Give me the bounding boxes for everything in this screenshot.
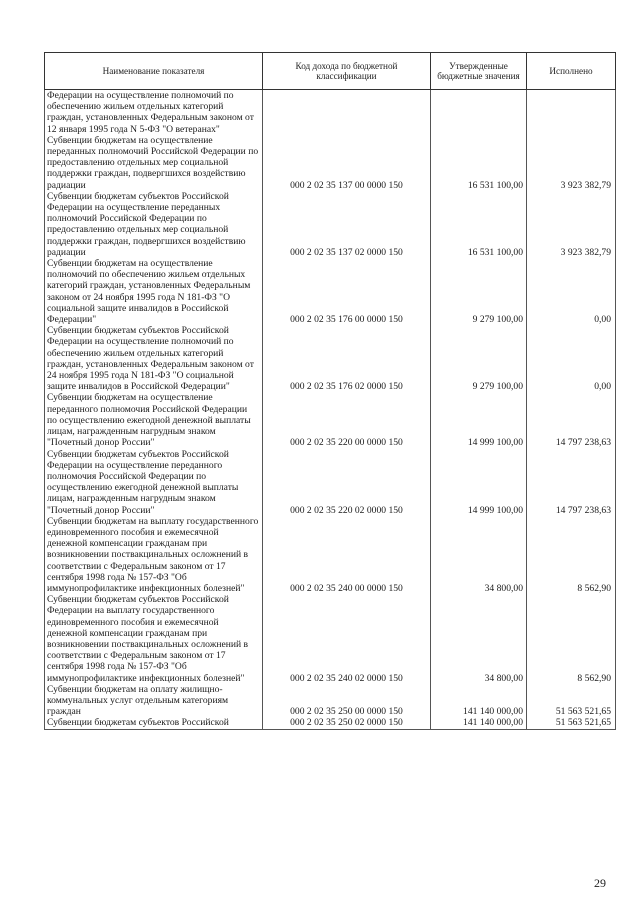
- table-row: [45, 90, 616, 135]
- row-approved-value: 9 279 100,00: [431, 258, 527, 325]
- row-income-code: 000 2 02 35 176 02 0000 150: [263, 325, 431, 392]
- row-income-code: 000 2 02 35 250 02 0000 150: [263, 717, 431, 729]
- table-row: [45, 258, 616, 325]
- row-executed-value: 51 563 521,65: [527, 717, 616, 729]
- table-row: [45, 135, 616, 191]
- header-indicator-name: Наименование показателя: [45, 53, 263, 90]
- table-header-row: [45, 53, 616, 90]
- row-executed-value: 14 797 238,63: [527, 449, 616, 516]
- table-row: [45, 684, 616, 718]
- row-approved-value: 141 140 000,00: [431, 684, 527, 718]
- row-indicator-name: Субвенции бюджетам субъектов Российской Федерации на осуществление переданного полномочия Российской Федерации по осуществлению ежегодной денежной выплаты лицам, награжденным нагрудным знаком "Почетный донор России": [45, 449, 263, 516]
- row-indicator-name: Субвенции бюджетам на оплату жилищно-коммунальных услуг отдельным категориям граждан: [45, 684, 263, 718]
- row-approved-value: 14 999 100,00: [431, 449, 527, 516]
- table-row: [45, 191, 616, 258]
- row-income-code: 000 2 02 35 137 02 0000 150: [263, 191, 431, 258]
- row-executed-value: 8 562,90: [527, 516, 616, 594]
- row-income-code: 000 2 02 35 240 00 0000 150: [263, 516, 431, 594]
- header-executed: Исполнено: [527, 53, 616, 90]
- row-income-code: 000 2 02 35 220 00 0000 150: [263, 392, 431, 448]
- row-indicator-name: Субвенции бюджетам субъектов Российской Федерации на осуществление полномочий по обеспечению жильем отдельных категорий граждан, установленных Федеральным законом от 24 ноября 1995 года N 181-ФЗ "О социальной защите инвалидов в Российской Федерации": [45, 325, 263, 392]
- row-indicator-name: Субвенции бюджетам субъектов Российской: [45, 717, 263, 729]
- table-row: [45, 449, 616, 516]
- row-income-code: 000 2 02 35 220 02 0000 150: [263, 449, 431, 516]
- row-approved-value: 16 531 100,00: [431, 135, 527, 191]
- row-income-code: 000 2 02 35 250 00 0000 150: [263, 684, 431, 718]
- row-indicator-name: Субвенции бюджетам на осуществление полномочий по обеспечению жильем отдельных категорий граждан, установленных Федеральным законом от 24 ноября 1995 года N 181-ФЗ "О социальной защите инвалидов в Российской Федерации": [45, 258, 263, 325]
- row-executed-value: 3 923 382,79: [527, 191, 616, 258]
- row-income-code: 000 2 02 35 240 02 0000 150: [263, 594, 431, 684]
- table-row: [45, 717, 616, 729]
- header-approved-values: Утвержденные бюджетные значения: [431, 53, 527, 90]
- page-number: 29: [594, 876, 606, 890]
- row-income-code: 000 2 02 35 137 00 0000 150: [263, 135, 431, 191]
- row-approved-value: 34 800,00: [431, 594, 527, 684]
- row-indicator-name: Субвенции бюджетам субъектов Российской Федерации на осуществление переданных полномочий Российской Федерации по предоставлению отдельных мер социальной поддержки граждан, подвергшихся воздействию радиации: [45, 191, 263, 258]
- table-row: [45, 594, 616, 684]
- row-indicator-name: Субвенции бюджетам на выплату государственного единовременного пособия и ежемесячной денежной компенсации гражданам при возникновении поствакцинальных осложнений в соответствии с Федеральным законом от 17 сентября 1998 года № 157-ФЗ "Об иммунопрофилактике инфекционных болезней": [45, 516, 263, 594]
- row-executed-value: 51 563 521,65: [527, 684, 616, 718]
- row-executed-value: 3 923 382,79: [527, 135, 616, 191]
- row-approved-value: 141 140 000,00: [431, 717, 527, 729]
- row-executed-value: [527, 90, 616, 135]
- row-income-code: [263, 90, 431, 135]
- table-row: [45, 325, 616, 392]
- row-approved-value: 16 531 100,00: [431, 191, 527, 258]
- row-indicator-name: Субвенции бюджетам на осуществление переданных полномочий Российской Федерации по предоставлению отдельных мер социальной поддержки граждан, подвергшихся воздействию радиации: [45, 135, 263, 191]
- row-income-code: 000 2 02 35 176 00 0000 150: [263, 258, 431, 325]
- row-indicator-name: Субвенции бюджетам субъектов Российской Федерации на выплату государственного единовременного пособия и ежемесячной денежной компенсации гражданам при возникновении поствакцинальных осложнений в соответствии с Федеральным законом от 17 сентября 1998 года № 157-ФЗ "Об иммунопрофилактике инфекционных болезней": [45, 594, 263, 684]
- row-approved-value: 9 279 100,00: [431, 325, 527, 392]
- row-approved-value: 14 999 100,00: [431, 392, 527, 448]
- row-executed-value: 0,00: [527, 258, 616, 325]
- header-income-code: Код дохода по бюджетной классификации: [263, 53, 431, 90]
- row-executed-value: 0,00: [527, 325, 616, 392]
- row-indicator-name: Федерации на осуществление полномочий по обеспечению жильем отдельных категорий граждан, установленных Федеральным законом от 12 января 1995 года N 5-ФЗ "О ветеранах": [45, 90, 263, 135]
- table-row: [45, 392, 616, 448]
- row-indicator-name: Субвенции бюджетам на осуществление переданного полномочия Российской Федерации по осуществлению ежегодной денежной выплаты лицам, награжденным нагрудным знаком "Почетный донор России": [45, 392, 263, 448]
- table-row: [45, 516, 616, 594]
- row-executed-value: 14 797 238,63: [527, 392, 616, 448]
- budget-execution-table: [44, 52, 616, 730]
- row-executed-value: 8 562,90: [527, 594, 616, 684]
- row-approved-value: 34 800,00: [431, 516, 527, 594]
- row-approved-value: [431, 90, 527, 135]
